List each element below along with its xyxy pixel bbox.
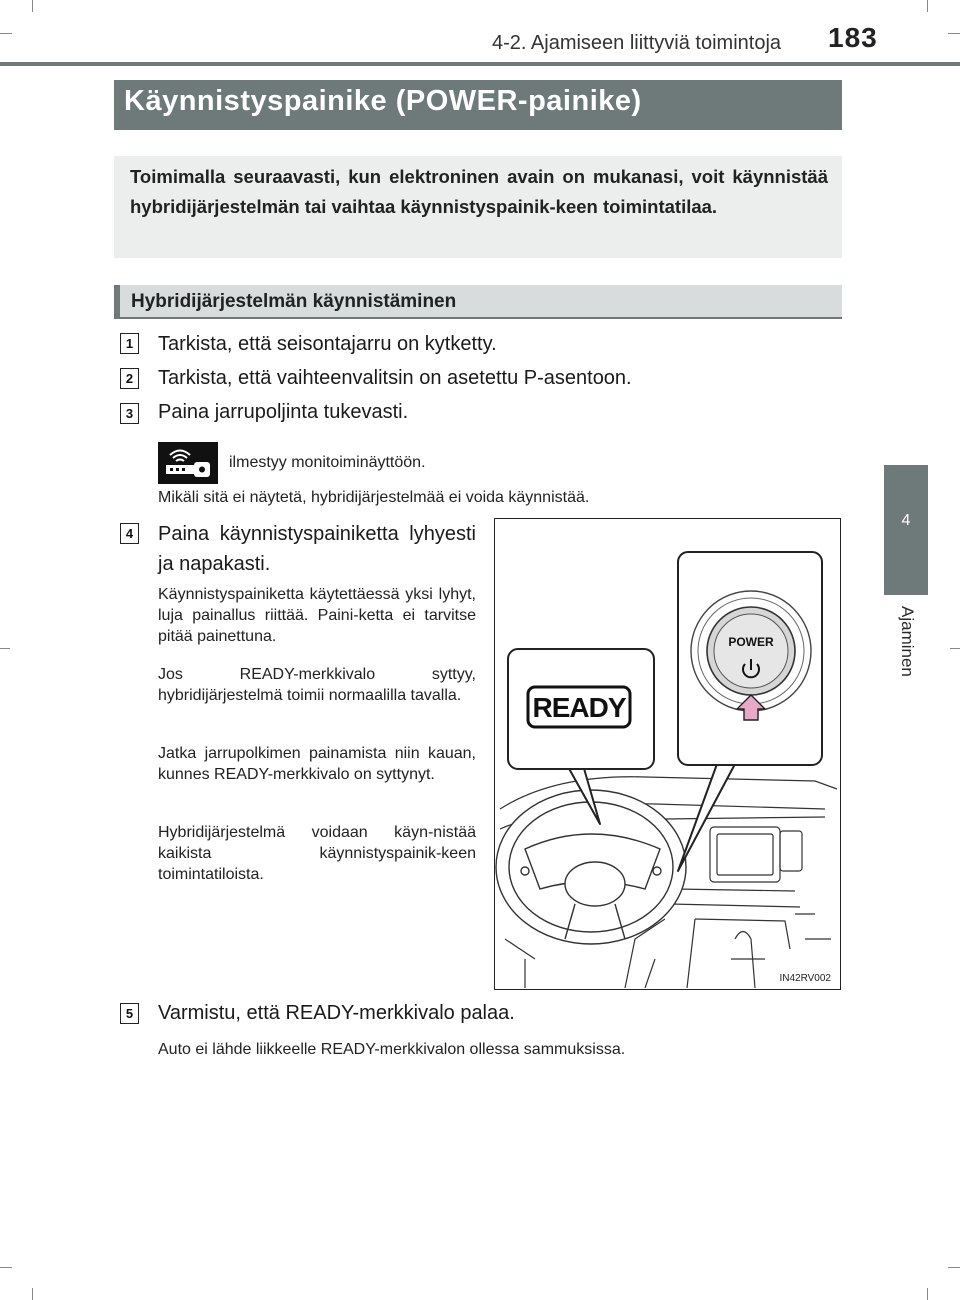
crop-mark (927, 0, 928, 12)
step-number: 2 (120, 368, 139, 389)
step3-indicator-note: ilmestyy monitoiminäyttöön. (229, 454, 426, 471)
header-rule (0, 62, 960, 66)
section-header: 4-2. Ajamiseen liittyviä toimintoja (492, 32, 782, 54)
crop-mark (948, 33, 960, 34)
step4-note: Hybridijärjestelmä voidaan käyn-nistää kaikista käynnistyspainik-keen toimintatiloista. (158, 824, 476, 883)
crop-mark (950, 648, 960, 649)
chapter-tab (884, 465, 928, 595)
crop-mark (0, 1267, 12, 1268)
step-text: Paina jarrupoljinta tukevasti. (158, 401, 409, 423)
step-number: 5 (120, 1003, 139, 1024)
chapter-label: Ajaminen (898, 606, 917, 677)
crop-mark (0, 648, 10, 649)
intro-text: Toimimalla seuraavasti, kun elektroninen avain on mukanasi, voit käynnistää hybridijärjestelmän tai vaihtaa käynnistyspainik-keen toimintatilaa. (130, 166, 828, 217)
step-number: 1 (120, 333, 139, 354)
chapter-number: 4 (901, 512, 911, 529)
step-number: 3 (120, 403, 139, 424)
crop-mark (948, 1267, 960, 1268)
dashboard-illustration (494, 518, 841, 990)
power-callout (678, 552, 822, 871)
step4-note: Jos READY-merkkivalo syttyy, hybridijärjestelmä toimii normaalilla tavalla. (158, 666, 476, 704)
step-text: Varmistu, että READY-merkkivalo palaa. (158, 1002, 515, 1024)
key-indicator-icon (158, 442, 218, 484)
crop-mark (927, 1288, 928, 1300)
step3-fallback-note: Mikäli sitä ei näytetä, hybridijärjestelmää ei voida käynnistää. (158, 489, 590, 506)
subheading-rule (114, 317, 842, 319)
step5-note: Auto ei lähde liikkeelle READY-merkkivalon ollessa sammuksissa. (158, 1041, 626, 1058)
page-number: 183 (828, 22, 878, 53)
crop-mark (0, 33, 12, 34)
steering-wheel (496, 790, 686, 944)
page-title: Käynnistyspainike (POWER-painike) (124, 85, 642, 117)
step-number: 4 (120, 523, 139, 544)
ready-indicator: READY (532, 692, 626, 723)
crop-mark (32, 1288, 33, 1300)
crop-mark (32, 0, 33, 12)
power-button-label: POWER (728, 635, 774, 649)
step-text: Tarkista, että seisontajarru on kytketty. (158, 333, 497, 355)
figure-code: IN42RV002 (779, 973, 831, 984)
subheading-accent (114, 285, 120, 317)
step-text: Paina käynnistyspainiketta lyhyesti ja napakasti. (158, 523, 476, 575)
subheading: Hybridijärjestelmän käynnistäminen (131, 291, 457, 312)
step4-note: Jatka jarrupolkimen painamista niin kauan, kunnes READY-merkkivalo on syttynyt. (158, 745, 476, 783)
step4-note: Käynnistyspainiketta käytettäessä yksi lyhyt, luja painallus riittää. Paini-ketta ei tarvitse pitää painettuna. (158, 586, 476, 645)
step-text: Tarkista, että vaihteenvalitsin on asetettu P-asentoon. (158, 367, 632, 389)
